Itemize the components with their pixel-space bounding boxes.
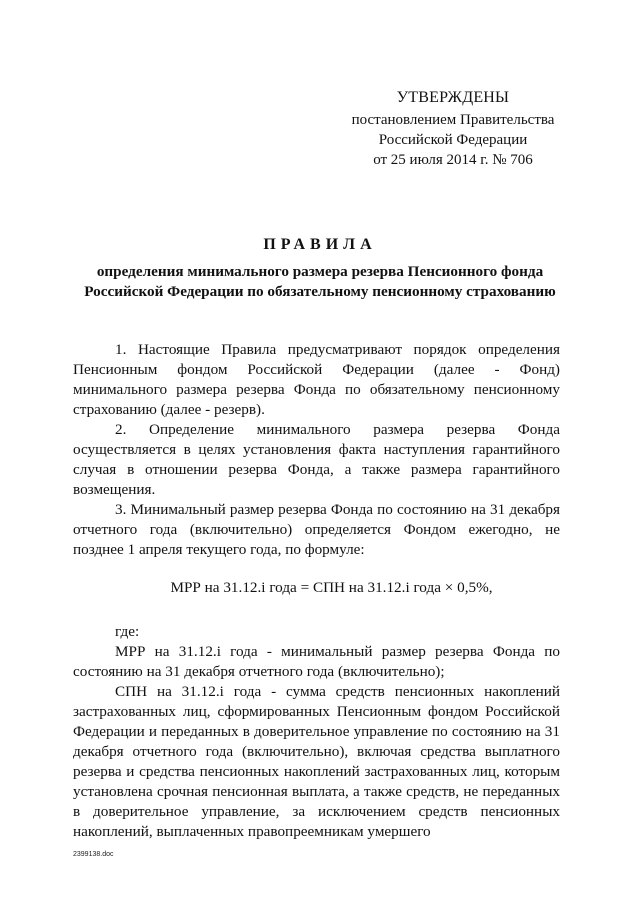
approval-block xyxy=(338,88,568,170)
approval-line-2: Российской Федерации xyxy=(378,132,528,148)
approval-heading: УТВЕРЖДЕНЫ xyxy=(396,89,510,106)
approval-line-3: от 25 июля 2014 г. № 706 xyxy=(373,152,533,168)
document-title: ПРАВИЛА xyxy=(263,236,377,253)
formula: МРР на 31.12.i года = СПН на 31.12.i года × 0,5%, xyxy=(170,579,493,596)
paragraph-1: 1. Настоящие Правила предусматривают порядок определения Пенсионным фондом Российской Федерации (далее - Фонд) минимального размера резерва Фонда по обязательному пенсионному страхованию (далее - резерв). xyxy=(73,341,560,418)
document-body xyxy=(73,340,560,842)
definition-spn: СПН на 31.12.i года - сумма средств пенсионных накоплений застрахованных лиц, сформированных Пенсионным фондом Российской Федерации и переданных в доверительное управление по состоянию на 31 декабря отчетного года (включительно), включая средства выплатного резерва и средства пенсионных накоплений застрахованных лиц, которым установлена срочная пенсионная выплата, а также средств, не переданных в доверительное управление, за исключением средств пенсионных накоплений, выплаченных правопреемникам умершего xyxy=(73,683,560,840)
document-subtitle xyxy=(80,262,560,302)
where-label: где: xyxy=(115,623,140,640)
paragraph-2: 2. Определение минимального размера резерва Фонда осуществляется в целях установления факта наступления гарантийного случая в отношении резерва Фонда, а также размера гарантийного возмещения. xyxy=(73,421,560,498)
definition-mrr: МРР на 31.12.i года - минимальный размер резерва Фонда по состоянию на 31 декабря отчетного года (включительно); xyxy=(73,643,560,680)
file-name-footer: 2399138.doc xyxy=(73,851,114,858)
subtitle-line-2: Российской Федерации по обязательному пенсионному страхованию xyxy=(84,283,556,300)
subtitle-line-1: определения минимального размера резерва Пенсионного фонда xyxy=(96,263,544,280)
paragraph-3: 3. Минимальный размер резерва Фонда по состоянию на 31 декабря отчетного года (включительно) определяется Фондом ежегодно, не позднее 1 апреля текущего года, по формуле: xyxy=(73,501,560,558)
approval-line-1: постановлением Правительства xyxy=(351,112,555,128)
